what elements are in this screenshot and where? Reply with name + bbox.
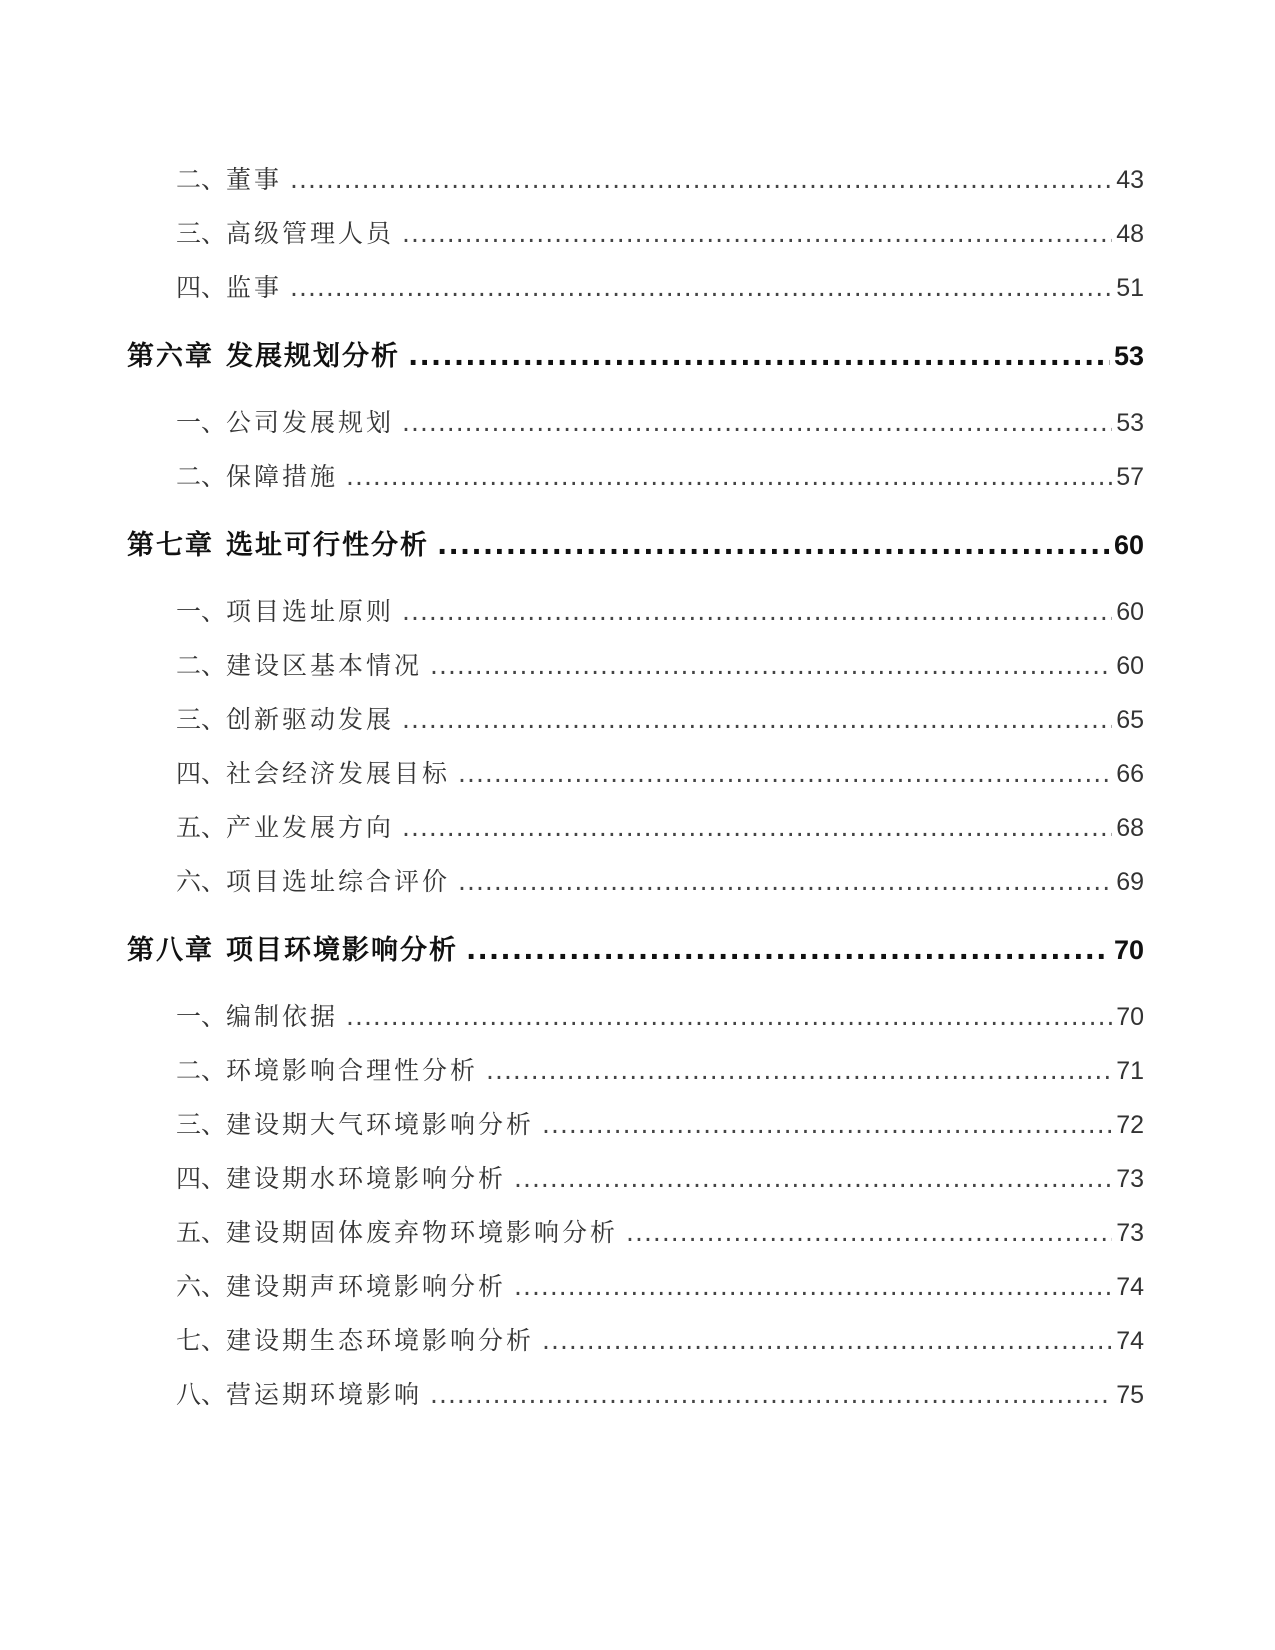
dot-leader (430, 651, 1112, 680)
toc-entry-page-number: 53 (1116, 409, 1144, 437)
toc-entry-number: 二、 (176, 1056, 227, 1085)
toc-entry-number: 四、 (176, 1164, 227, 1193)
toc-entry-solid-waste-impact[interactable] (176, 1213, 1144, 1249)
dot-leader (290, 273, 1112, 302)
toc-entry-title: 建设期大气环境影响分析 (226, 1110, 535, 1139)
toc-entry-number: 四、 (176, 759, 227, 788)
chapter-number: 第八章 (127, 935, 214, 966)
toc-entry-safeguards[interactable] (176, 457, 1144, 493)
toc-entry-supervisors[interactable] (176, 268, 1144, 304)
dot-leader (466, 935, 1110, 966)
chapter-page-number: 53 (1113, 341, 1144, 371)
toc-entry-title: 董事 (226, 165, 283, 194)
dot-leader (346, 462, 1112, 491)
toc-entry-page-number: 73 (1116, 1219, 1144, 1247)
dot-leader (402, 597, 1112, 626)
toc-entry-water-impact[interactable] (176, 1159, 1144, 1195)
chapter-number: 第七章 (127, 530, 214, 561)
toc-entry-senior-management[interactable] (176, 214, 1144, 250)
toc-entry-number: 二、 (176, 462, 227, 491)
dot-leader (408, 341, 1110, 372)
toc-entry-directors[interactable] (176, 160, 1144, 196)
toc-entry-air-impact[interactable] (176, 1105, 1144, 1141)
toc-entry-page-number: 72 (1116, 1111, 1144, 1139)
toc-entry-number: 六、 (176, 867, 227, 896)
dot-leader (486, 1056, 1112, 1085)
dot-leader (458, 867, 1112, 896)
toc-entry-number: 五、 (176, 813, 227, 842)
toc-entry-title: 创新驱动发展 (226, 705, 395, 734)
chapter-page-number: 60 (1113, 530, 1144, 560)
toc-entry-operation-impact[interactable] (176, 1375, 1144, 1411)
toc-chapter-7[interactable] (127, 523, 1144, 562)
toc-entry-basis[interactable] (176, 997, 1144, 1033)
dot-leader (402, 705, 1112, 734)
chapter-title: 项目环境影响分析 (226, 935, 458, 966)
toc-entry-number: 四、 (176, 273, 227, 302)
toc-entry-title: 高级管理人员 (226, 219, 395, 248)
toc-entry-page-number: 57 (1116, 463, 1144, 491)
dot-leader (402, 408, 1112, 437)
toc-entry-number: 三、 (176, 705, 227, 734)
toc-entry-page-number: 60 (1116, 598, 1144, 626)
toc-entry-title: 编制依据 (226, 1002, 339, 1031)
dot-leader (437, 530, 1110, 561)
dot-leader (542, 1110, 1112, 1139)
dot-leader (430, 1380, 1112, 1409)
toc-entry-title: 建设期声环境影响分析 (226, 1272, 507, 1301)
toc-entry-page-number: 70 (1116, 1003, 1144, 1031)
toc-entry-title: 产业发展方向 (226, 813, 395, 842)
toc-entry-title: 项目选址综合评价 (226, 867, 451, 896)
toc-entry-innovation[interactable] (176, 700, 1144, 736)
toc-entry-page-number: 48 (1116, 220, 1144, 248)
toc-entry-page-number: 71 (1116, 1057, 1144, 1085)
toc-entry-page-number: 73 (1116, 1165, 1144, 1193)
toc-entry-title: 监事 (226, 273, 283, 302)
chapter-title: 发展规划分析 (226, 341, 400, 372)
toc-entry-page-number: 65 (1116, 706, 1144, 734)
chapter-number: 第六章 (127, 341, 214, 372)
toc-entry-title: 项目选址原则 (226, 597, 395, 626)
dot-leader (402, 813, 1112, 842)
toc-entry-number: 一、 (176, 1002, 227, 1031)
toc-entry-ecology-impact[interactable] (176, 1321, 1144, 1357)
toc-entry-number: 五、 (176, 1218, 227, 1247)
toc-entry-site-evaluation[interactable] (176, 862, 1144, 898)
toc-entry-title: 建设期固体废弃物环境影响分析 (226, 1218, 619, 1247)
toc-entry-socioeconomic-goals[interactable] (176, 754, 1144, 790)
toc-entry-title: 社会经济发展目标 (226, 759, 451, 788)
dot-leader (290, 165, 1112, 194)
toc-entry-title: 保障措施 (226, 462, 339, 491)
toc-chapter-8[interactable] (127, 928, 1144, 967)
dot-leader (514, 1272, 1112, 1301)
dot-leader (542, 1326, 1112, 1355)
toc-entry-title: 建设区基本情况 (226, 651, 423, 680)
toc-entry-development-plan[interactable] (176, 403, 1144, 439)
toc-entry-page-number: 75 (1116, 1381, 1144, 1409)
toc-entry-title: 环境影响合理性分析 (226, 1056, 479, 1085)
toc-entry-title: 公司发展规划 (226, 408, 395, 437)
toc-entry-page-number: 60 (1116, 652, 1144, 680)
toc-entry-number: 一、 (176, 408, 227, 437)
toc-chapter-6[interactable] (127, 334, 1144, 373)
toc-entry-industry-direction[interactable] (176, 808, 1144, 844)
toc-entry-page-number: 74 (1116, 1327, 1144, 1355)
toc-entry-noise-impact[interactable] (176, 1267, 1144, 1303)
chapter-page-number: 70 (1113, 935, 1144, 965)
dot-leader (514, 1164, 1112, 1193)
toc-entry-number: 二、 (176, 165, 227, 194)
toc-entry-impact-rationality[interactable] (176, 1051, 1144, 1087)
toc-entry-zone-overview[interactable] (176, 646, 1144, 682)
dot-leader (626, 1218, 1112, 1247)
toc-entry-page-number: 69 (1116, 868, 1144, 896)
toc-entry-title: 营运期环境影响 (226, 1380, 423, 1409)
toc-entry-page-number: 43 (1116, 166, 1144, 194)
toc-entry-page-number: 68 (1116, 814, 1144, 842)
toc-entry-number: 八、 (176, 1380, 227, 1409)
toc-entry-number: 七、 (176, 1326, 227, 1355)
toc-entry-page-number: 51 (1116, 274, 1144, 302)
toc-entry-title: 建设期生态环境影响分析 (226, 1326, 535, 1355)
chapter-title: 选址可行性分析 (226, 530, 429, 561)
toc-entry-page-number: 66 (1116, 760, 1144, 788)
dot-leader (458, 759, 1112, 788)
toc-entry-number: 六、 (176, 1272, 227, 1301)
toc-entry-number: 三、 (176, 219, 227, 248)
dot-leader (402, 219, 1112, 248)
toc-entry-page-number: 74 (1116, 1273, 1144, 1301)
toc-entry-number: 一、 (176, 597, 227, 626)
dot-leader (346, 1002, 1112, 1031)
toc-entry-site-principles[interactable] (176, 592, 1144, 628)
toc-entry-number: 三、 (176, 1110, 227, 1139)
toc-entry-title: 建设期水环境影响分析 (226, 1164, 507, 1193)
toc-entry-number: 二、 (176, 651, 227, 680)
